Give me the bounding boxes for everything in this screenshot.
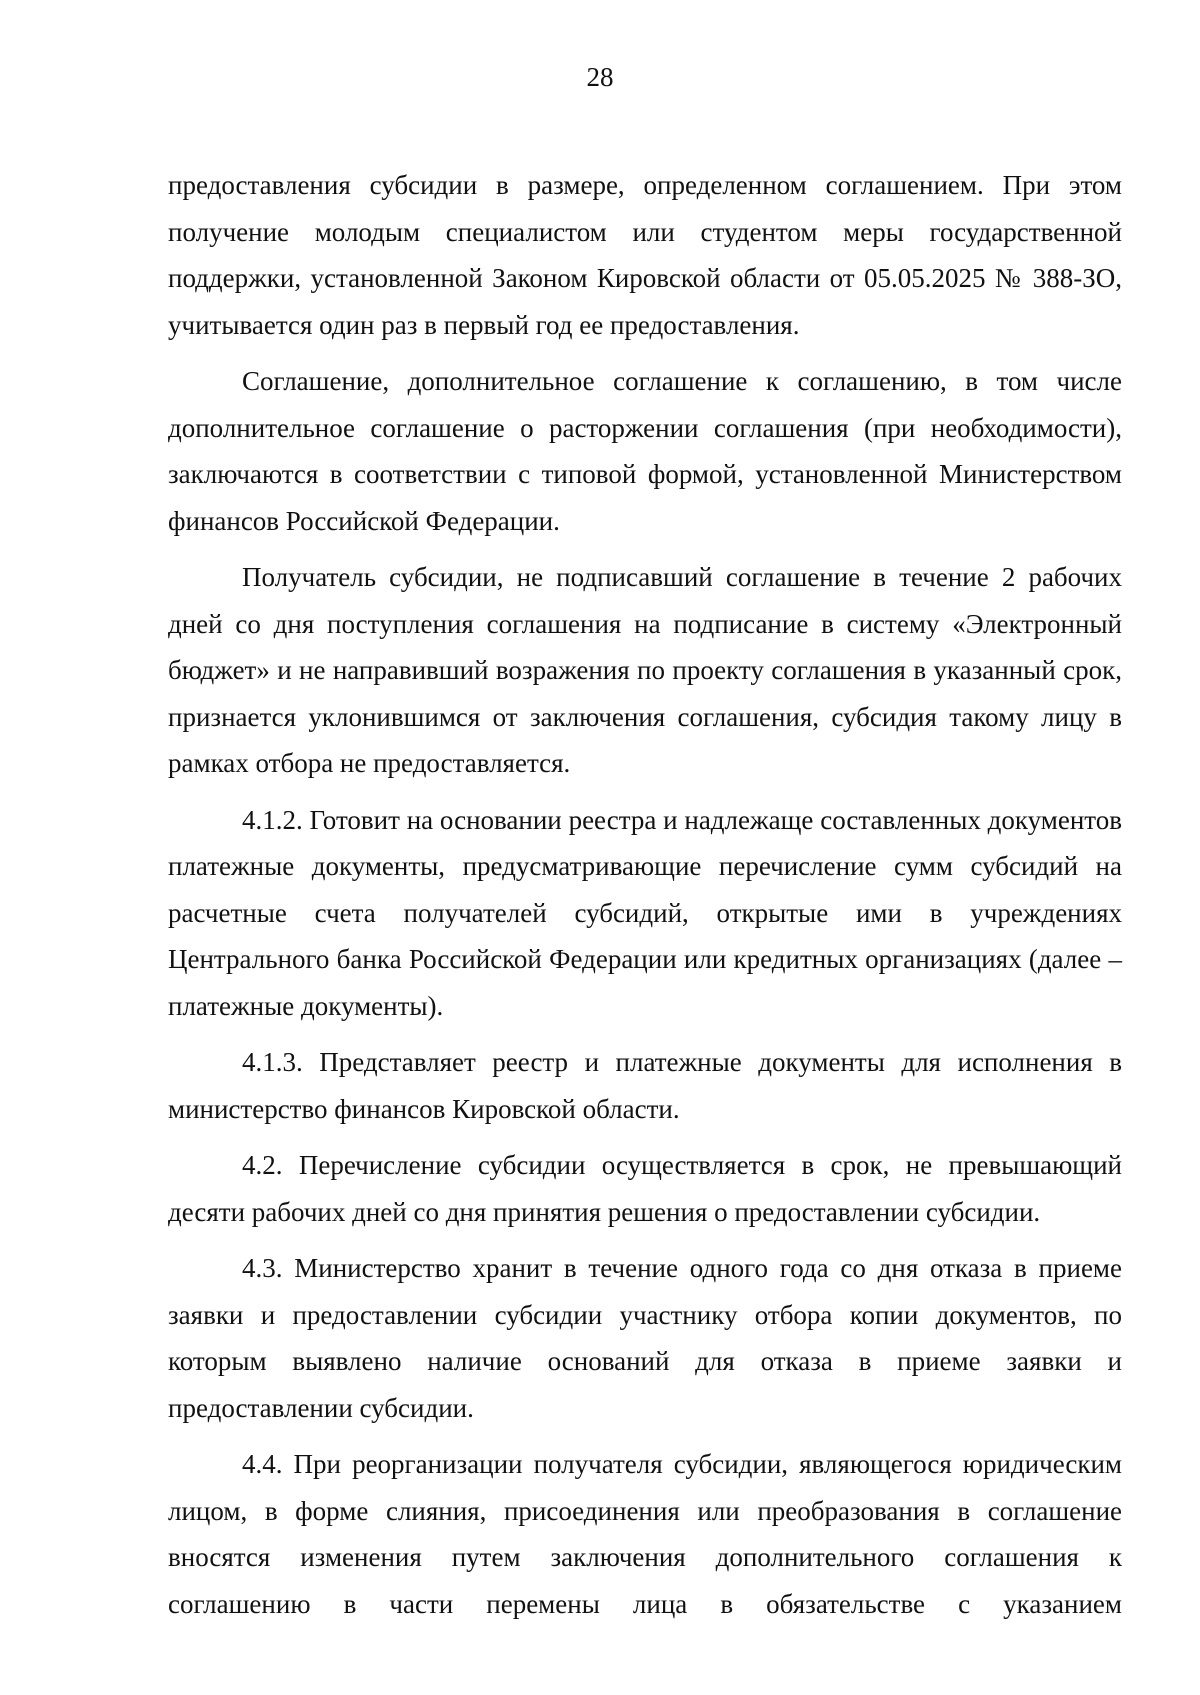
paragraph-agreement-form: Соглашение, дополнительное соглашение к соглашению, в том числе дополнительное соглашение о расторжении соглашения (при необходимости), заключаются в соответствии с типовой формой, установленной Министерством финансов Российской Федерации. [168,366,1122,536]
paragraph-4-1-3: 4.1.3. Представляет реестр и платежные документы для исполнения в министерство финансов Кировской области. [168,1047,1122,1124]
paragraph-4-2: 4.2. Перечисление субсидии осуществляется в срок, не превышающий десяти рабочих дней со дня принятия решения о предоставлении субсидии. [168,1150,1122,1227]
document-body [168,162,1122,1627]
paragraph-continuation: предоставления субсидии в размере, определенном соглашением. При этом получение молодым специалистом или студентом меры государственной поддержки, установленной Законом Кировской области от 05.05.2025 № 388-ЗО, учитывается один раз в первый год ее предоставления. [168,170,1122,340]
paragraph-4-4: 4.4. При реорганизации получателя субсидии, являющегося юридическим лицом, в форме слияния, присоединения или преобразования в соглашение вносятся изменения путем заключения дополнительного соглашения к соглашению в части перемены лица в обязательстве с указанием [168,1449,1122,1619]
paragraph-4-3: 4.3. Министерство хранит в течение одного года со дня отказа в приеме заявки и предоставлении субсидии участнику отбора копии документов, по которым выявлено наличие оснований для отказа в приеме заявки и предоставлении субсидии. [168,1253,1122,1423]
paragraph-unsigned-agreement: Получатель субсидии, не подписавший соглашение в течение 2 рабочих дней со дня поступления соглашения на подписание в систему «Электронный бюджет» и не направивший возражения по проекту соглашения в указанный срок, признается уклонившимся от заключения соглашения, субсидия такому лицу в рамках отбора не предоставляется. [168,562,1122,778]
paragraph-4-1-2: 4.1.2. Готовит на основании реестра и надлежаще составленных документов платежные документы, предусматривающие перечисление сумм субсидий на расчетные счета получателей субсидий, открытые ими в учреждениях Центрального банка Российской Федерации или кредитных организациях (далее – платежные документы). [168,804,1122,1021]
page-number: 28 [586,62,614,92]
